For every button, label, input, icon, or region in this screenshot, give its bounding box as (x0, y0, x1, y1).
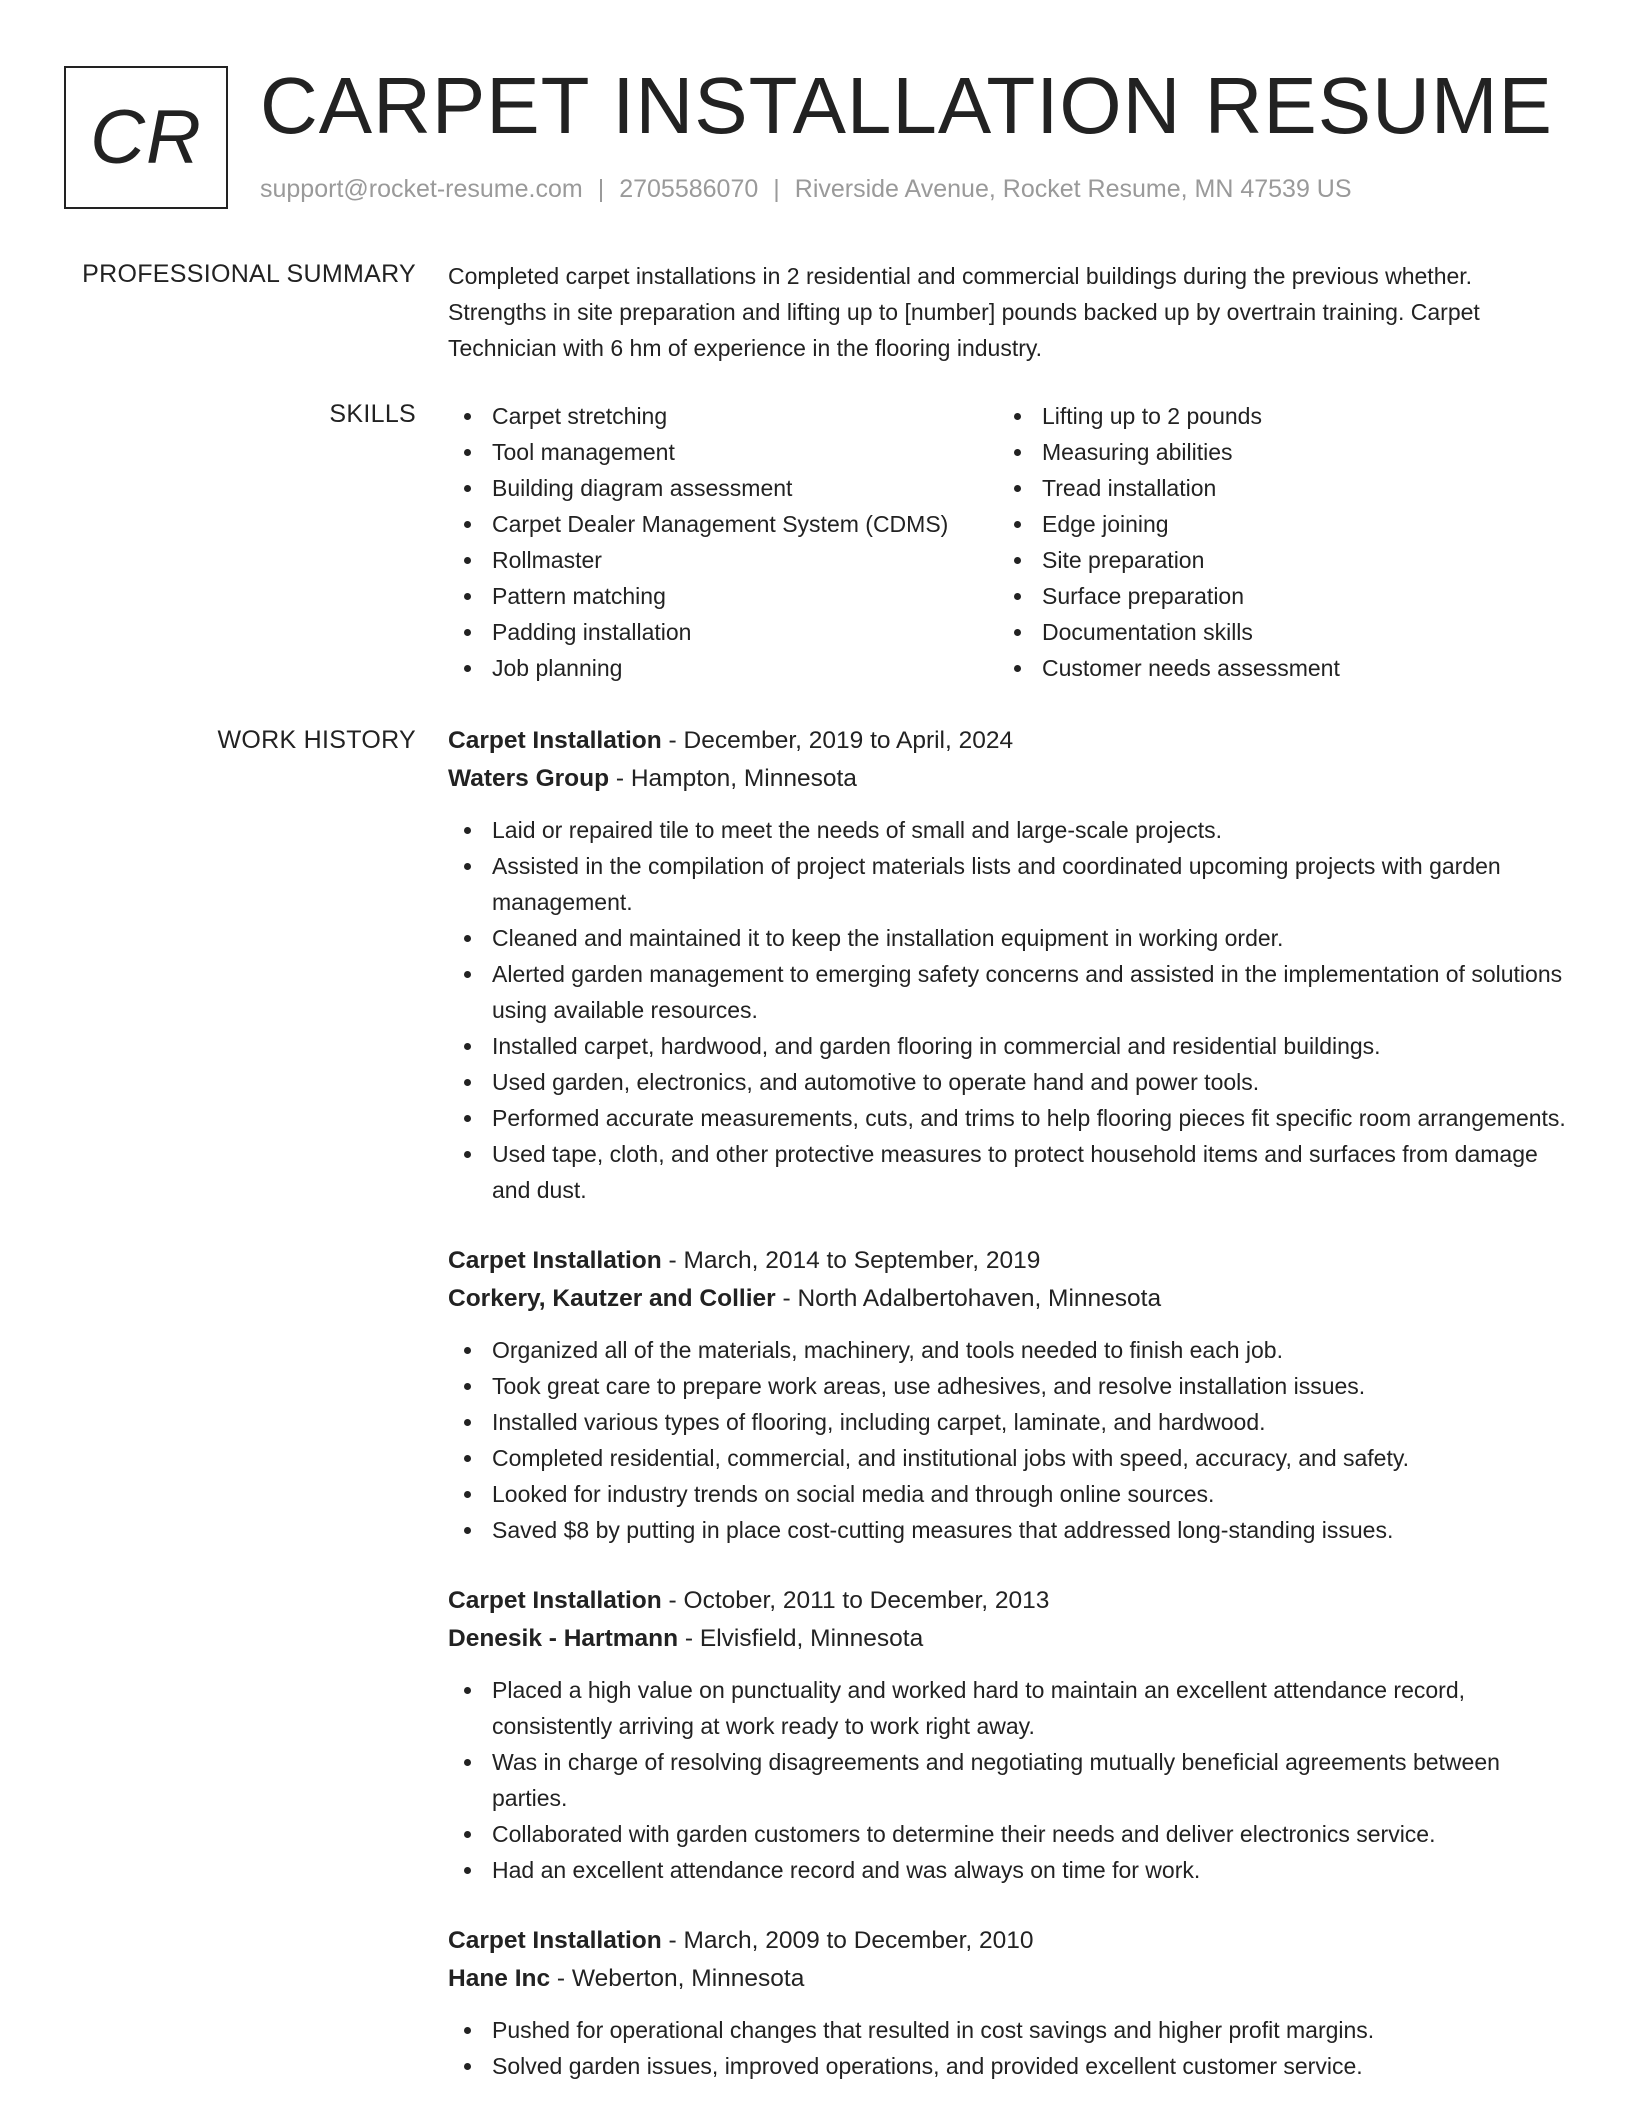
contact-email[interactable]: support@rocket-resume.com (260, 175, 583, 203)
section-label-work-history: WORK HISTORY (217, 726, 416, 754)
job-location: - Elvisfield, Minnesota (678, 1625, 924, 1652)
job-entry (448, 1922, 1568, 2084)
job-title-line (448, 1582, 1568, 1620)
contact-line (260, 174, 1352, 204)
job-entry (448, 1242, 1568, 1548)
resume-title: CARPET INSTALLATION RESUME (260, 61, 1553, 150)
job-duties-list (448, 1332, 1568, 1548)
monogram-box (64, 66, 228, 209)
job-dates: - March, 2014 to September, 2019 (661, 1247, 1041, 1274)
skill-item: Site preparation (998, 542, 1548, 578)
section-label-skills: SKILLS (329, 400, 416, 428)
contact-address: Riverside Avenue, Rocket Resume, MN 47539 US (794, 175, 1352, 203)
job-title: Carpet Installation (448, 1587, 662, 1614)
job-location: - Hampton, Minnesota (609, 765, 857, 792)
job-company-line (448, 1960, 1568, 1998)
job-entry (448, 1582, 1568, 1888)
job-title: Carpet Installation (448, 1247, 662, 1274)
job-duty-item: Installed various types of flooring, including carpet, laminate, and hardwood. (448, 1404, 1568, 1440)
job-company: Corkery, Kautzer and Collier (448, 1285, 776, 1312)
job-duty-item: Placed a high value on punctuality and worked hard to maintain an excellent attendance record, consistently arriving at work ready to work right away. (448, 1672, 1568, 1744)
job-duty-item: Laid or repaired tile to meet the needs of small and large-scale projects. (448, 812, 1568, 848)
job-location: - Weberton, Minnesota (550, 1965, 805, 1992)
job-duty-item: Cleaned and maintained it to keep the installation equipment in working order. (448, 920, 1568, 956)
job-title-line (448, 1922, 1568, 1960)
job-title: Carpet Installation (448, 727, 662, 754)
section-label-summary: PROFESSIONAL SUMMARY (82, 260, 416, 288)
job-duty-item: Alerted garden management to emerging safety concerns and assisted in the implementation of solutions using available resources. (448, 956, 1568, 1028)
job-duties-list (448, 1672, 1568, 1888)
skill-item: Customer needs assessment (998, 650, 1548, 686)
job-company-line (448, 1280, 1568, 1318)
job-company-line (448, 760, 1568, 798)
job-company-line (448, 1620, 1568, 1658)
job-duty-item: Saved $8 by putting in place cost-cutting measures that addressed long-standing issues. (448, 1512, 1568, 1548)
job-dates: - October, 2011 to December, 2013 (661, 1587, 1050, 1614)
job-duty-item: Had an excellent attendance record and was always on time for work. (448, 1852, 1568, 1888)
job-company: Hane Inc (448, 1965, 551, 1992)
job-title: Carpet Installation (448, 1927, 662, 1954)
skill-item: Edge joining (998, 506, 1548, 542)
skills-list-left (448, 398, 998, 686)
job-duty-item: Collaborated with garden customers to determine their needs and deliver electronics service. (448, 1816, 1568, 1852)
contact-separator: | (773, 175, 780, 203)
skill-item: Building diagram assessment (448, 470, 998, 506)
resume-header (64, 61, 1584, 210)
job-duties-list (448, 2012, 1568, 2084)
job-company: Waters Group (448, 765, 610, 792)
job-duty-item: Was in charge of resolving disagreements and negotiating mutually beneficial agreements between parties. (448, 1744, 1568, 1816)
skill-item: Surface preparation (998, 578, 1548, 614)
job-duties-list (448, 812, 1568, 1208)
skills-list-right (998, 398, 1548, 686)
skill-item: Carpet stretching (448, 398, 998, 434)
skill-item: Tool management (448, 434, 998, 470)
contact-separator: | (597, 175, 605, 203)
monogram-initials: CR (90, 95, 202, 180)
skill-item: Measuring abilities (998, 434, 1548, 470)
job-duty-item: Performed accurate measurements, cuts, and trims to help flooring pieces fit specific room arrangements. (448, 1100, 1568, 1136)
job-duty-item: Looked for industry trends on social media and through online sources. (448, 1476, 1568, 1512)
skill-item: Lifting up to 2 pounds (998, 398, 1548, 434)
job-title-line (448, 1242, 1568, 1280)
skill-item: Tread installation (998, 470, 1548, 506)
job-duty-item: Solved garden issues, improved operations, and provided excellent customer service. (448, 2048, 1568, 2084)
job-duty-item: Pushed for operational changes that resulted in cost savings and higher profit margins. (448, 2012, 1568, 2048)
job-entry (448, 722, 1568, 1208)
summary-text: Completed carpet installations in 2 residential and commercial buildings during the previous whether. Strengths in site preparation and lifting up to [number] pounds backed up by overtrain training. Carpet Technician with 6 hm of experience in the flooring industry. (448, 263, 1480, 361)
job-duty-item: Completed residential, commercial, and institutional jobs with speed, accuracy, and safety. (448, 1440, 1568, 1476)
skill-item: Documentation skills (998, 614, 1548, 650)
job-title-line (448, 722, 1568, 760)
skill-item: Job planning (448, 650, 998, 686)
job-dates: - March, 2009 to December, 2010 (661, 1927, 1034, 1954)
job-company: Denesik - Hartmann (448, 1625, 679, 1652)
job-duty-item: Assisted in the compilation of project materials lists and coordinated upcoming projects with garden management. (448, 848, 1568, 920)
job-location: - North Adalbertohaven, Minnesota (775, 1285, 1162, 1312)
job-duty-item: Used tape, cloth, and other protective measures to protect household items and surfaces from damage and dust. (448, 1136, 1568, 1208)
skill-item: Pattern matching (448, 578, 998, 614)
job-duty-item: Took great care to prepare work areas, use adhesives, and resolve installation issues. (448, 1368, 1568, 1404)
skill-item: Rollmaster (448, 542, 998, 578)
job-duty-item: Used garden, electronics, and automotive to operate hand and power tools. (448, 1064, 1568, 1100)
skill-item: Padding installation (448, 614, 998, 650)
skills-columns (448, 398, 1568, 686)
job-duty-item: Installed carpet, hardwood, and garden flooring in commercial and residential buildings. (448, 1028, 1568, 1064)
contact-phone[interactable]: 2705586070 (619, 175, 759, 203)
job-dates: - December, 2019 to April, 2024 (661, 727, 1014, 754)
job-duty-item: Organized all of the materials, machinery, and tools needed to finish each job. (448, 1332, 1568, 1368)
skill-item: Carpet Dealer Management System (CDMS) (448, 506, 998, 542)
